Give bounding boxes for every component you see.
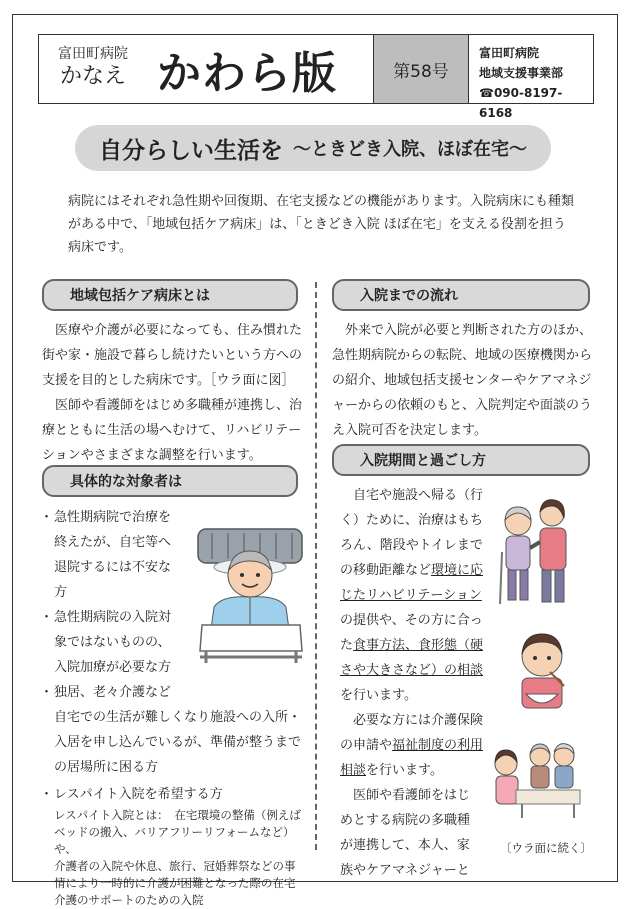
list-item <box>40 680 310 705</box>
text-line <box>340 558 490 583</box>
underlined-text: さや大きさなど）の相談 <box>340 663 484 678</box>
bullet: ・ <box>40 510 54 525</box>
list-item-text: レスパイト入院を希望する方 <box>54 787 223 802</box>
intro-line: 病院にはそれぞれ急性期や回復期、在宅支援などの機能があります。入院病床にも種類 <box>68 194 574 209</box>
text-segment: の移動距離など <box>340 563 432 578</box>
text-line: を行います。 <box>340 688 417 703</box>
text-line: 自宅や施設へ帰る（行 <box>340 488 484 503</box>
list-item-text: 独居、老々介護など <box>54 685 172 700</box>
note-line: 介護者の入院や休息、旅行、冠婚葬祭などの事 <box>54 859 296 873</box>
consultation-illustration <box>488 738 584 822</box>
list-item-text: 自宅での生活が難しくなり施設への入所・ <box>54 710 302 725</box>
contact-phone: ☎090-8197-6168 <box>479 86 563 120</box>
issue-number: 第58号 <box>373 35 469 103</box>
list-item-text: 象ではないものの、 <box>54 635 171 650</box>
banner-title: 自分らしい生活を <box>99 137 283 164</box>
note-line: レスパイト入院とは： 在宅環境の整備（例えば <box>54 808 301 822</box>
newsletter-title: かわら版 <box>157 48 337 99</box>
underlined-text: 相談 <box>340 763 367 778</box>
admission-flow-text <box>332 318 594 443</box>
text-line: 療とともに生活の場へむけて、リハビリテー <box>42 423 302 438</box>
list-item-text: 入院加療が必要な方 <box>54 660 172 675</box>
banner-subtitle: ～ときどき入院、ほぼ在宅～ <box>293 139 527 160</box>
column-divider <box>315 282 317 850</box>
text-line: 必要な方には介護保険 <box>340 713 484 728</box>
text-line: ャーからの依頼のもと、入院判定や面談のう <box>332 398 593 413</box>
list-item-text: 急性期病院で治療を <box>54 510 172 525</box>
text-line <box>340 733 490 758</box>
contact-department: 地域支援事業部 <box>479 66 564 80</box>
bullet: ・ <box>40 787 54 802</box>
text-segment: の申請や <box>340 738 393 753</box>
note-line: 情により一時的に介護が困難となった際の在宅 <box>54 876 296 890</box>
text-line: ションやさまざまな調整を行います。 <box>42 448 262 463</box>
list-item-text: の居場所に困る方 <box>54 760 159 775</box>
section-heading-stay-period: 入院期間と過ごし方 <box>332 444 590 476</box>
contact-block <box>469 35 593 120</box>
text-line: めとする病院の多職種 <box>340 813 471 828</box>
text-line: 街や家・施設で暮らし続けたいという方への <box>42 348 303 363</box>
caregiver-walking-illustration <box>494 492 576 610</box>
text-line: 医療や介護が必要になっても、住み慣れた <box>42 323 303 338</box>
stay-period-text <box>340 483 490 883</box>
note-line: ベッドの搬入、バリアフリーリフォームなど）や、 <box>54 825 295 856</box>
intro-line: がある中で、「地域包括ケア病床」は、「ときどき入院 ほぼ在宅」を支える役割を担う <box>68 217 566 232</box>
section-heading-admission-flow: 入院までの流れ <box>332 279 590 311</box>
bullet: ・ <box>40 685 54 700</box>
text-segment: た <box>340 638 354 653</box>
contact-hospital: 富田町病院 <box>479 46 540 60</box>
continued-on-back-note: 〔ウラ面に続く〕 <box>500 841 592 855</box>
text-line: が連携して、本人、家 <box>340 838 470 853</box>
respite-definition <box>40 807 310 909</box>
newsletter-header <box>38 34 594 120</box>
text-line <box>340 758 490 783</box>
list-item-text: 方 <box>54 585 68 600</box>
text-line: の提供や、その方に合っ <box>340 613 483 628</box>
text-line: え入院可否を決定します。 <box>332 423 487 438</box>
org-name: 富田町病院 <box>58 46 128 62</box>
underlined-text: 環境に応 <box>431 563 484 578</box>
underlined-text: じたリハビリテーション <box>340 588 482 603</box>
text-line: の紹介、地域包括支援センターやケアマネジ <box>332 373 592 388</box>
note-line: 介護のサポートのための入院 <box>54 893 204 907</box>
text-line: 支援を目的とした病床です。［ウラ面に図］ <box>42 373 295 388</box>
meal-support-illustration <box>510 628 574 720</box>
intro-paragraph <box>68 190 588 259</box>
text-line <box>340 633 490 658</box>
list-item-text: 終えたが、自宅等へ <box>54 535 172 550</box>
section-heading-community-care: 地域包括ケア病床とは <box>42 279 298 311</box>
text-line: く）ために、治療はもち <box>340 513 484 528</box>
main-banner <box>75 125 551 171</box>
text-line: 医師や看護師をはじ <box>340 788 471 803</box>
text-line: 急性期病院からの転院、地域の医療機関から <box>332 348 593 363</box>
underlined-text: 福祉制度の利用 <box>392 738 484 753</box>
org-subname: かなえ <box>59 64 126 89</box>
bullet: ・ <box>40 610 54 625</box>
section-heading-target-patients: 具体的な対象者は <box>42 465 298 497</box>
patient-in-bed-illustration <box>192 525 310 665</box>
community-care-text <box>42 318 310 468</box>
text-line: ろん、階段やトイレまで <box>340 538 483 553</box>
text-line: 外来で入院が必要と判断された方のほか、 <box>332 323 593 338</box>
list-item-text: 急性期病院の入院対 <box>54 610 172 625</box>
list-item-text: 退院するには不安な <box>54 560 172 575</box>
text-line: 医師や看護師をはじめ多職種が連携し、治 <box>42 398 303 413</box>
text-line: 族やケアマネジャーと <box>340 863 470 878</box>
org-block <box>39 35 147 103</box>
intro-line: 病床です。 <box>68 240 132 255</box>
text-segment: を行います。 <box>366 763 443 778</box>
list-item <box>40 782 310 807</box>
underlined-text: 食事方法、食形態（硬 <box>353 638 484 653</box>
list-item-text: 入居を申し込んでいるが、準備が整うまで <box>54 735 302 750</box>
